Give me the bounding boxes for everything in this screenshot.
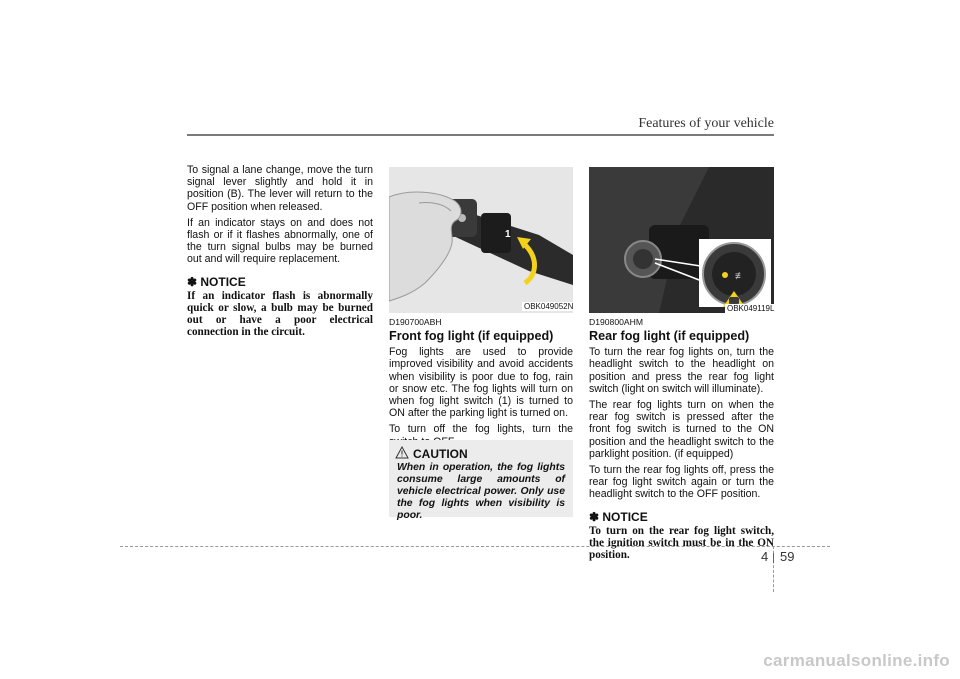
front-fog-off-paragraph: To turn off the fog lights, turn the	[389, 423, 573, 436]
bottom-rule	[120, 546, 830, 547]
right-column	[589, 316, 774, 561]
page-header-title: Features of your vehicle	[638, 116, 774, 131]
rear-fog-switch-image	[589, 167, 774, 313]
section-code: D190700ABH	[389, 317, 442, 327]
rear-fog-off-paragraph: To turn the rear fog lights off, press the rear fog light switch again or turn the headlight switch to the OFF position.	[589, 464, 774, 501]
page-number: 59	[780, 549, 795, 564]
footer-watermark: carmanualsonline.info	[763, 651, 950, 670]
notice-title: ✽ NOTICE	[589, 509, 648, 524]
notice-body: To turn on the rear fog light switch, the ignition switch must be in the ON position.	[589, 524, 774, 562]
fog-lever-image	[389, 167, 573, 313]
notice-body: If an indicator flash is abnormally quick or slow, a bulb may be burned out or have a poor electrical connection in the circuit.	[187, 289, 373, 339]
image-label-rear: OBK049119L	[727, 304, 775, 313]
svg-text:≢: ≢	[735, 271, 745, 282]
section-title: Front fog light (if equipped)	[389, 329, 554, 344]
chapter-number: 4	[761, 549, 769, 564]
middle-column	[389, 316, 573, 452]
section-code: D190800AHM	[589, 317, 643, 327]
notice-title: ✽ NOTICE	[187, 274, 246, 289]
caution-body: When in operation, the fog lights consume large amounts of vehicle electrical power. Only use the fog lights when visibility is poor.	[397, 462, 565, 521]
turn-signal-paragraph: To signal a lane change, move the turn signal lever slightly and hold it in position (B). The lever will return to the OFF position when released.	[187, 164, 373, 213]
page-divider	[773, 553, 774, 563]
fog-lever-illustration	[389, 167, 573, 313]
caution-title: CAUTION	[413, 447, 468, 461]
rear-fog-on-paragraph: To turn the rear fog lights on, turn the headlight switch to the headlight on position and press the rear fog light switch (light on switch will illuminate).	[589, 346, 774, 395]
rear-fog-condition-paragraph: The rear fog lights turn on when the rear fog switch is pressed after the front fog switch is turned to the ON position and the headlight switch to the parklight position. (if equipped)	[589, 399, 774, 460]
rear-fog-illustration	[589, 167, 774, 313]
lever-marker-label: 1	[505, 229, 511, 240]
indicator-paragraph: If an indicator stays on and does not flash or if it flashes abnormally, one of the turn signal bulbs may be burned out and will require replacement.	[187, 216, 373, 266]
header-rule	[187, 134, 774, 136]
caution-box	[389, 440, 573, 521]
front-fog-paragraph: Fog lights are used to provide improved visibility and avoid accidents when visibility is poor due to fog, rain or snow etc. The fog lights will turn on when fog light switch (1) is turned to ON after the parking light is turned on.	[389, 346, 573, 420]
section-title: Rear fog light (if equipped)	[589, 329, 750, 344]
image-label-front: OBK049052N	[524, 302, 574, 311]
left-column	[187, 164, 373, 339]
